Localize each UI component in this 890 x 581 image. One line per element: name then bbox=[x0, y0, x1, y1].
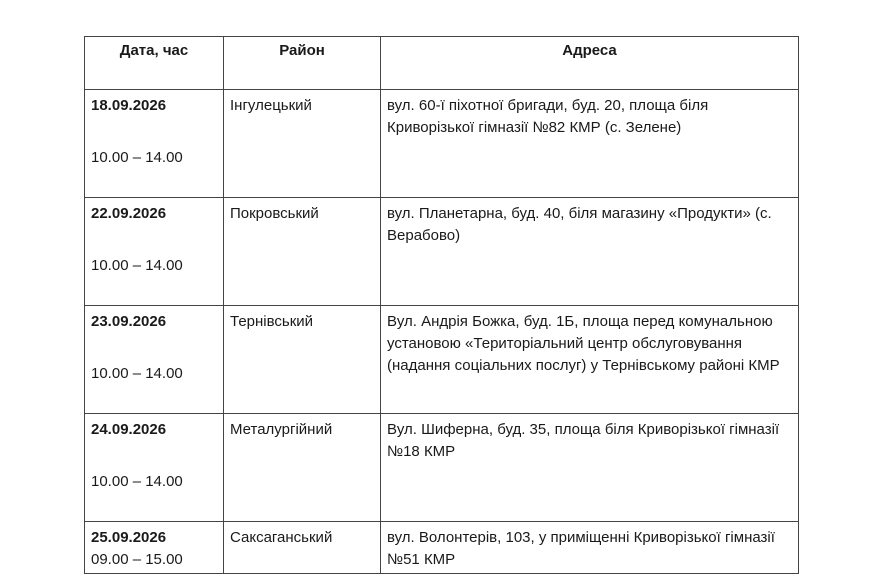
row-address: вул. Волонтерів, 103, у приміщенні Криворізької гімназії №51 КМР bbox=[387, 529, 775, 568]
district-cell bbox=[224, 90, 381, 198]
date-cell bbox=[85, 306, 224, 414]
row-time: 09.00 – 15.00 bbox=[91, 551, 183, 568]
header-district: Район bbox=[224, 37, 381, 90]
district-cell bbox=[224, 522, 381, 574]
row-district: Інгулецький bbox=[230, 97, 312, 114]
row-time: 10.00 – 14.00 bbox=[91, 365, 183, 382]
row-district: Покровський bbox=[230, 205, 319, 222]
date-cell bbox=[85, 198, 224, 306]
table-row bbox=[85, 306, 799, 414]
row-address: Вул. Андрія Божка, буд. 1Б, площа перед комунальною установою «Територіальний центр обслуговування (надання соціальних послуг) у Тернівському районі КМР bbox=[387, 313, 780, 374]
address-cell bbox=[381, 414, 799, 522]
table-row bbox=[85, 90, 799, 198]
row-time: 10.00 – 14.00 bbox=[91, 257, 183, 274]
address-cell bbox=[381, 306, 799, 414]
table-header-row bbox=[85, 37, 799, 90]
address-cell bbox=[381, 198, 799, 306]
row-time: 10.00 – 14.00 bbox=[91, 473, 183, 490]
date-cell bbox=[85, 522, 224, 574]
row-district: Тернівський bbox=[230, 313, 314, 330]
row-district: Саксаганський bbox=[230, 529, 333, 546]
district-cell bbox=[224, 198, 381, 306]
address-cell bbox=[381, 522, 799, 574]
district-cell bbox=[224, 306, 381, 414]
row-date: 25.09.2026 bbox=[91, 529, 167, 546]
row-address: вул. 60-ї піхотної бригади, буд. 20, площа біля Криворізької гімназії №82 КМР (с. Зелене) bbox=[387, 97, 709, 136]
date-cell bbox=[85, 90, 224, 198]
row-address: вул. Планетарна, буд. 40, біля магазину «Продукти» (с. Верабово) bbox=[387, 205, 772, 244]
row-date: 24.09.2026 bbox=[91, 421, 167, 438]
header-date: Дата, час bbox=[85, 37, 224, 90]
row-date: 18.09.2026 bbox=[91, 97, 167, 114]
date-cell bbox=[85, 414, 224, 522]
row-address: Вул. Шиферна, буд. 35, площа біля Криворізької гімназії №18 КМР bbox=[387, 421, 780, 460]
row-time: 10.00 – 14.00 bbox=[91, 149, 183, 166]
row-date: 23.09.2026 bbox=[91, 313, 167, 330]
table-row bbox=[85, 198, 799, 306]
address-cell bbox=[381, 90, 799, 198]
district-cell bbox=[224, 414, 381, 522]
table-row bbox=[85, 522, 799, 574]
header-address: Адреса bbox=[381, 37, 799, 90]
table-row bbox=[85, 414, 799, 522]
row-date: 22.09.2026 bbox=[91, 205, 167, 222]
schedule-table bbox=[84, 36, 799, 574]
row-district: Металургійний bbox=[230, 421, 333, 438]
